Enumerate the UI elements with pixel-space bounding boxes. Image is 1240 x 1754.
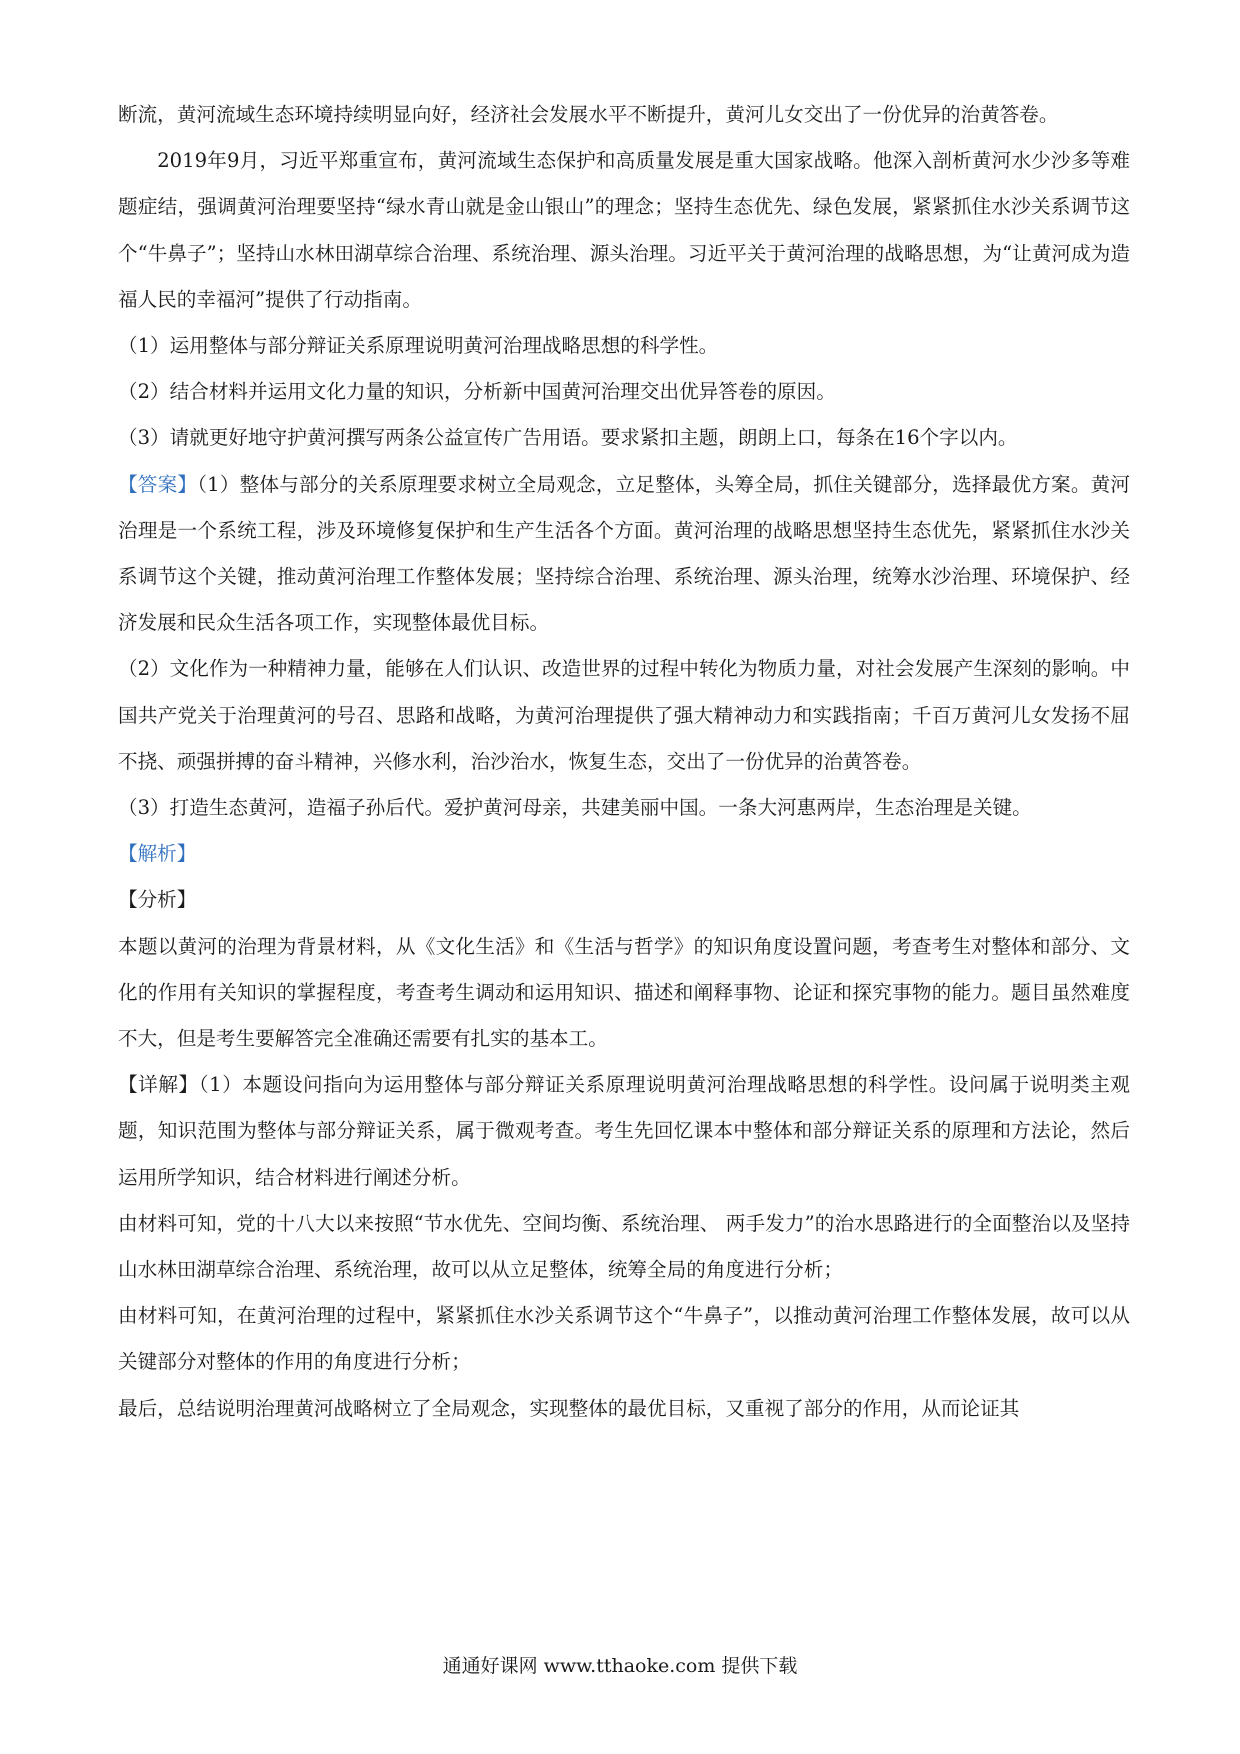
analysis-subtag: 【分析】 — [118, 888, 197, 912]
page-footer: 通通好课网 www.tthaoke.com 提供下载 — [442, 1655, 798, 1677]
detail-first — [118, 1062, 1130, 1201]
detail-paragraph-3: 由材料可知，在黄河治理的过程中，紧紧抓住水沙关系调节这个“牛鼻子”，以推动黄河治理工作整体发展，故可以从关键部分对整体的作用的角度进行分析； — [118, 1304, 1130, 1374]
answer-tag: 【答案】 — [118, 472, 198, 496]
analysis-tag: 【解析】 — [118, 842, 197, 866]
material-continuation: 断流，黄河流域生态环境持续明显向好，经济社会发展水平不断提升，黄河儿女交出了一份优异的治黄答卷。 — [118, 103, 1059, 126]
detail-tag: 【详解】 — [118, 1073, 199, 1097]
document-body — [118, 92, 1130, 1432]
answer-item-3: （3）打造生态黄河，造福子孙后代。爱护黄河母亲，共建美丽中国。一条大河惠两岸，生态治理是关键。 — [118, 796, 1032, 820]
answer-item-1 — [118, 462, 1130, 647]
detail-paragraph-4: 最后，总结说明治理黄河战略树立了全局观念，实现整体的最优目标，又重视了部分的作用，从而论证其 — [118, 1396, 1020, 1420]
material-paragraph: 2019年9月，习近平郑重宣布，黄河流域生态保护和高质量发展是重大国家战略。他深入剖析黄河水少沙多等难题症结，强调黄河治理要坚持“绿水青山就是金山银山”的理念；坚持生态优先、绿色发展，紧紧抓住水沙关系调节这个“牛鼻子”；坚持山水林田湖草综合治理、系统治理、源头治理。习近平关于黄河治理的战略思想，为“让黄河成为造福人民的幸福河”提供了行动指南。 — [118, 149, 1130, 311]
answer-text-1: （1）整体与部分的关系原理要求树立全局观念，立足整体，头筹全局，抓住关键部分，选择最优方案。黄河治理是一个系统工程，涉及环境修复保护和生产生活各个方面。黄河治理的战略思想坚持生态优先，紧紧抓住水沙关系调节这个关键，推动黄河治理工作整体发展；坚持综合治理、系统治理、源头治理，统筹水沙治理、环境保护、经济发展和民众生活各项工作，实现整体最优目标。 — [118, 472, 1131, 635]
question-3: （3）请就更好地守护黄河撰写两条公益宣传广告用语。要求紧扣主题，朗朗上口，每条在16个字以内。 — [118, 426, 1018, 450]
detail-paragraph-2: 由材料可知，党的十八大以来按照“节水优先、空间均衡、系统治理、 两手发力”的治水思路进行的全面整治以及坚持山水林田湖草综合治理、系统治理，故可以从立足整体，统筹全局的角度进行分析； — [118, 1211, 1130, 1282]
detail-first-text: （1）本题设问指向为运用整体与部分辩证关系原理说明黄河治理战略思想的科学性。设问属于说明类主观题，知识范围为整体与部分辩证关系，属于微观考查。考生先回忆课本中整体和部分辩证关系的原理和方法论，然后运用所学知识，结合材料进行阐述分析。 — [118, 1073, 1130, 1189]
analysis-text: 本题以黄河的治理为背景材料，从《文化生活》和《生活与哲学》的知识角度设置问题，考查考生对整体和部分、文化的作用有关知识的掌握程度，考查考生调动和运用知识、描述和阐释事物、论证和探究事物的能力。题目虽然难度不大，但是考生要解答完全准确还需要有扎实的基本工。 — [118, 934, 1130, 1051]
question-2: （2）结合材料并运用文化力量的知识，分析新中国黄河治理交出优异答卷的原因。 — [118, 380, 836, 404]
question-1: （1）运用整体与部分辩证关系原理说明黄河治理战略思想的科学性。 — [118, 334, 719, 358]
answer-item-2: （2）文化作为一种精神力量，能够在人们认识、改造世界的过程中转化为物质力量，对社会发展产生深刻的影响。中国共产党关于治理黄河的号召、思路和战略，为黄河治理提供了强大精神动力和实践指南；千百万黄河儿女发扬不屈不挠、顽强拼搏的奋斗精神，兴修水利，治沙治水，恢复生态，交出了一份优异的治黄答卷。 — [118, 657, 1130, 773]
